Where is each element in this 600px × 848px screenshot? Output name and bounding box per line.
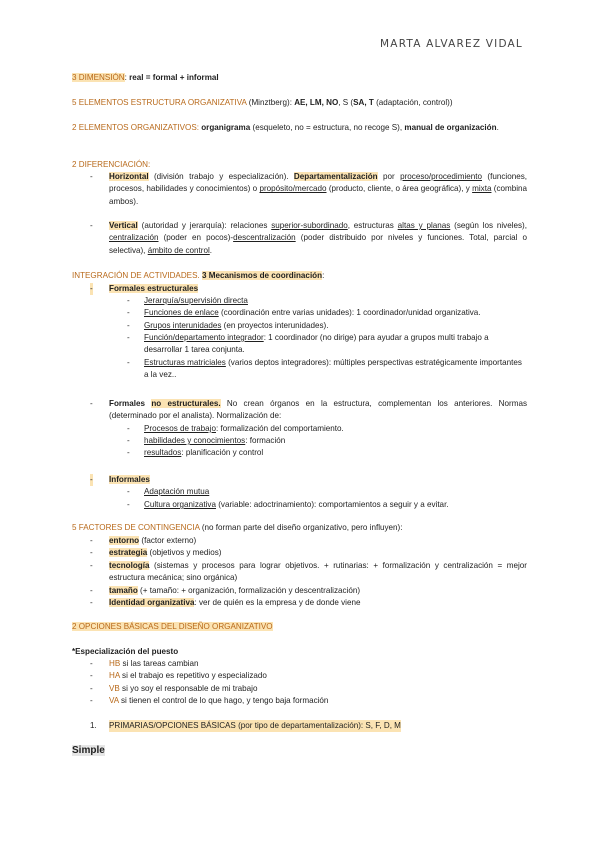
section-label: 2 DIFERENCIACIÓN: xyxy=(72,160,151,169)
text: (funciones, procesos, habilidades y conocimientos) o xyxy=(109,172,527,194)
item-text: : formalización del comportamiento. xyxy=(216,424,344,433)
mixta: mixta xyxy=(472,184,492,194)
dash: - xyxy=(127,487,130,496)
item-text: : planificación y control xyxy=(181,448,264,457)
altas-planas: altas y planas xyxy=(397,221,451,230)
item-term: Estructuras matriciales xyxy=(144,358,226,367)
item-term: habilidades y conocimientos xyxy=(144,436,246,445)
item-number: 1. xyxy=(90,721,97,730)
organigrama: organigrama xyxy=(201,123,251,132)
item-term: Grupos interunidades xyxy=(144,321,222,330)
item-text: (coordinación entre varias unidades): 1 coordinador/unidad organizativa. xyxy=(218,308,481,317)
factor-text: (factor externo) xyxy=(139,536,197,545)
text: (combina ambos). xyxy=(109,184,528,206)
section-integracion xyxy=(72,270,528,282)
dash: - xyxy=(90,399,93,408)
item-term: Funciones de enlace xyxy=(144,308,219,317)
section-5-factores xyxy=(72,522,528,534)
section-label: 2 OPCIONES BÁSICAS DEL DISEÑO ORGANIZATIVO xyxy=(72,622,273,631)
section-label: 5 ELEMENTOS ESTRUCTURA ORGANIZATIVA xyxy=(72,98,247,107)
dash: - xyxy=(127,436,130,445)
item-term: resultados xyxy=(144,448,182,457)
primarias-text: PRIMARIAS/OPCIONES BÁSICAS (por tipo de departamentalización): S, F, D, M xyxy=(109,720,401,732)
text: (división trabajo y especialización). xyxy=(153,172,289,181)
item-term: Cultura organizativa xyxy=(144,500,216,509)
ambito-control: ámbito de control xyxy=(147,245,210,255)
dash: - xyxy=(90,548,93,557)
item-term: Adaptación mutua xyxy=(144,487,210,496)
paren-rest: (adaptación, control)) xyxy=(376,98,453,107)
factor-key: tamaño xyxy=(109,586,138,595)
vertical-title: Vertical xyxy=(109,221,138,230)
mecanismos-coordinacion: 3 Mecanismos de coordinación xyxy=(201,271,323,280)
dash: - xyxy=(127,424,130,433)
dash: - xyxy=(90,696,93,705)
text: . xyxy=(209,245,213,255)
text: (poder en pocos)- xyxy=(163,233,234,243)
elements-list: AE, LM, NO xyxy=(294,98,339,107)
s-word: S xyxy=(342,98,349,107)
option-text: si yo soy el responsable de mi trabajo xyxy=(119,684,258,693)
section-2-opciones xyxy=(72,621,528,633)
option-key: VB xyxy=(109,684,120,693)
dash: - xyxy=(127,296,130,305)
dash: - xyxy=(90,221,93,230)
dash: - xyxy=(90,283,93,295)
formales-title: Formales estructurales xyxy=(109,284,199,293)
centralizacion: centralización xyxy=(109,233,159,243)
informales-title: Informales xyxy=(109,475,150,484)
item-text: : formación xyxy=(245,436,286,445)
dash: - xyxy=(127,448,130,457)
dash: - xyxy=(90,586,93,595)
formales-word: Formales xyxy=(109,399,145,408)
option-key: HA xyxy=(109,671,120,680)
manual-organizacion: manual de organización xyxy=(404,123,497,132)
dash: - xyxy=(90,172,93,181)
dash: - xyxy=(90,536,93,545)
dash: - xyxy=(127,358,130,367)
section-desc: (no forman parte del diseño organizativo, pero influyen): xyxy=(199,523,403,532)
dash: - xyxy=(127,308,130,317)
sa-t: SA, T xyxy=(353,98,374,107)
factor-text: (objetivos y medios) xyxy=(147,548,222,557)
factor-text: (+ tamaño: + organización, formalización y descentralización) xyxy=(137,586,361,595)
especializacion-title xyxy=(72,646,528,658)
factor-key: Identidad organizativa xyxy=(109,598,195,607)
item-text: No crean órganos en la estructura, complementan los anteriores. Normas (determinado por el analista). Normalización de: xyxy=(109,399,528,421)
colon: : xyxy=(322,271,325,280)
dash: - xyxy=(127,500,130,509)
departamentalizacion: Departamentalización xyxy=(293,172,378,181)
option-text: si las tareas cambian xyxy=(120,659,199,668)
numbered-item xyxy=(90,720,401,732)
dash: - xyxy=(90,561,93,570)
factor-key: tecnología xyxy=(109,561,150,570)
item-text: (variable: adoctrinamiento): comportamientos a seguir y a evitar. xyxy=(215,500,449,509)
section-label: 5 FACTORES DE CONTINGENCIA xyxy=(72,523,200,532)
item-text: : 1 coordinador (no dirige) para ayudar a grupos multi trabajo a desarrollar 1 tarea conjunta. xyxy=(144,333,489,355)
dash: - xyxy=(90,474,93,486)
item-term: Función/departamento integrador xyxy=(144,333,264,342)
factor-text: : ver de quién es la empresa y de donde viene xyxy=(194,598,361,607)
section-label: INTEGRACIÓN DE ACTIVIDADES. xyxy=(72,271,200,280)
section-2-diferenciacion xyxy=(72,159,528,171)
text: (según los niveles), xyxy=(454,221,528,230)
dimension-formula: real = formal + informal xyxy=(129,73,219,82)
mintzberg-note: (Minztberg) xyxy=(248,98,290,107)
section-label: 2 ELEMENTOS ORGANIZATIVOS: xyxy=(72,123,199,132)
section-3-dimension: 3 DIMENSIÓN: real = formal + informal xyxy=(72,73,219,82)
dash: - xyxy=(90,659,93,668)
no-estructurales: no estructurales. xyxy=(151,399,221,408)
author-header: MARTA ALVAREZ VIDAL xyxy=(380,38,523,50)
option-key: HB xyxy=(109,659,121,668)
section-5-elementos: 5 ELEMENTOS ESTRUCTURA ORGANIZATIVA (Minztberg): AE, LM, NO, S (SA, T (adaptación, control)) xyxy=(72,98,453,107)
text: (poder distribuido por niveles y funciones. Total, parcial o selectiva), xyxy=(109,233,528,255)
item-term: Procesos de trabajo xyxy=(144,424,216,433)
text: por xyxy=(383,172,395,181)
period: . xyxy=(496,123,499,132)
proceso-procedimiento: proceso/procedimiento xyxy=(400,172,482,181)
dash: - xyxy=(90,684,93,693)
section-2-elementos xyxy=(72,122,528,134)
dash: - xyxy=(90,671,93,680)
descentralizacion: descentralización xyxy=(233,233,296,243)
section-label: 3 DIMENSIÓN xyxy=(72,73,125,82)
item-text: (en proyectos interunidades). xyxy=(221,321,329,330)
dash: - xyxy=(90,598,93,607)
especializacion: *Especialización del puesto xyxy=(72,647,179,656)
superior-subordinado: superior-subordinado xyxy=(271,221,348,230)
simple-heading xyxy=(72,744,528,758)
option-key: VA xyxy=(109,696,119,705)
proposito-mercado: propósito/mercado xyxy=(259,184,327,194)
item-term: Jerarquía/supervisión directa xyxy=(144,296,248,305)
option-text: si tienen el control de lo que hago, y tengo baja formación xyxy=(118,696,329,705)
organigrama-desc: (esqueleto, no = estructura, no recoge S), xyxy=(252,123,403,132)
text: , estructuras xyxy=(347,221,394,230)
item-text: (varios deptos integradores): múltiples perspectivas estratégicamente importantes a la vez.. xyxy=(144,358,522,380)
factor-key: entorno xyxy=(109,536,140,545)
horizontal-title: Horizontal xyxy=(109,172,149,181)
option-text: si el trabajo es repetitivo y especializado xyxy=(119,671,267,680)
factor-key: estrategia xyxy=(109,548,148,557)
paren-open: ( xyxy=(350,98,354,107)
text: (producto, cliente, o área geográfica), y xyxy=(328,184,470,194)
text: (autoridad y jerarquía): relaciones xyxy=(141,221,268,230)
factor-text: (sistemas y procesos para lograr objetivos. + rutinarias: + formalización y centralización = mejor estructura mecánica; sino orgánica) xyxy=(109,561,527,583)
dash: - xyxy=(127,321,130,330)
dash: - xyxy=(127,333,130,342)
simple-title: Simple xyxy=(72,745,105,756)
